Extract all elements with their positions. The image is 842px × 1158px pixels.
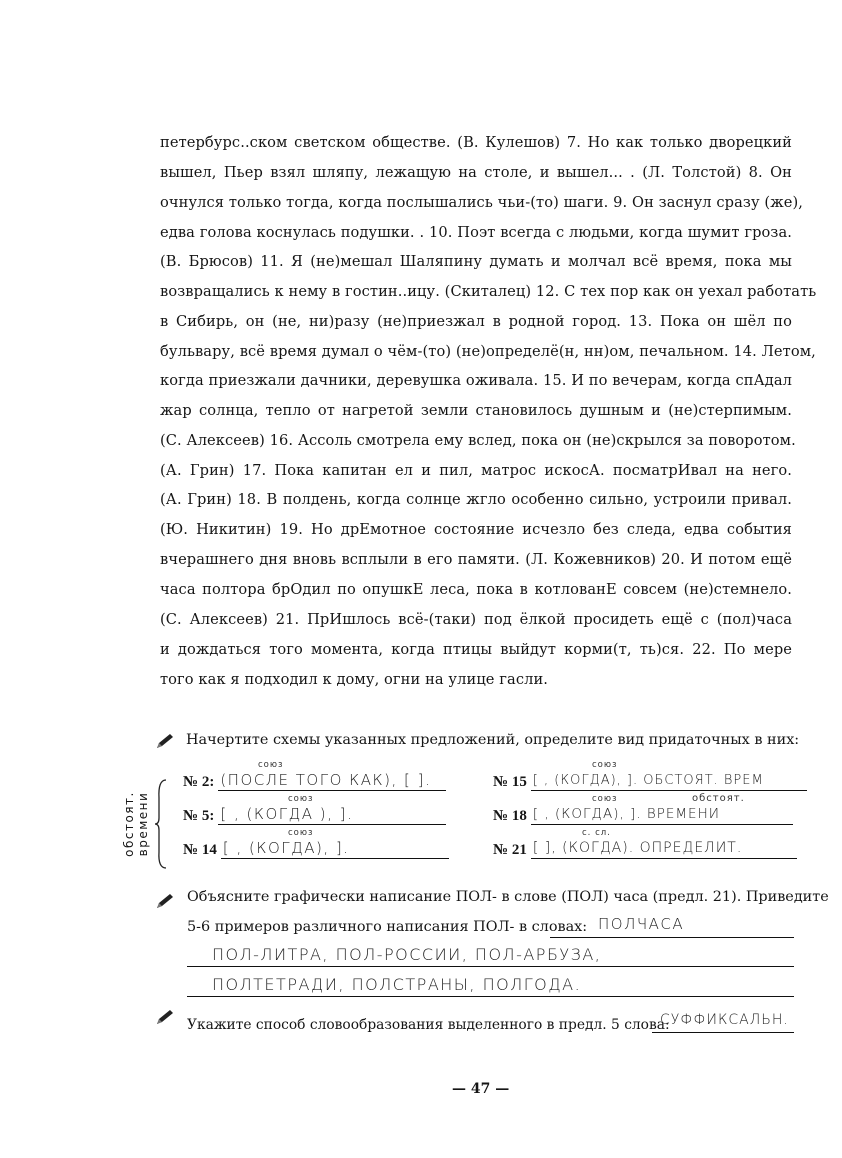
scheme-note: союз xyxy=(288,828,314,838)
task2-answer-2: ПОЛ-ЛИТРА, ПОЛ-РОССИИ, ПОЛ-АРБУЗА, xyxy=(212,945,602,964)
scheme-answer[interactable]: [ ], (КОГДА). ОПРЕДЕЛИТ. xyxy=(531,840,797,859)
scheme-answer[interactable]: (ПОСЛЕ ТОГО КАК), [ ]. xyxy=(218,772,446,791)
text-line: и дождаться того момента, когда птицы выйдут корми(т, ть)ся. 22. По мере xyxy=(160,641,792,658)
item-number: № 5: xyxy=(183,808,215,824)
task2-answer-1: ПОЛЧАСА xyxy=(598,915,685,933)
scheme-note: с. сл. xyxy=(582,828,611,838)
text-line: вчерашнего дня вновь всплыли в его памяти. (Л. Кожевников) 20. И потом ещё xyxy=(160,551,792,568)
scheme-item-2 xyxy=(183,772,446,791)
scheme-note: союз xyxy=(288,794,314,804)
scheme-answer[interactable]: [ , (КОГДА ), ]. xyxy=(218,806,446,825)
text-line: (С. Алексеев) 16. Ассоль смотрела ему вслед, пока он (не)скрылся за поворотом. xyxy=(160,432,796,449)
item-number: № 14 xyxy=(183,842,217,858)
text-line: вышел, Пьер взял шляпу, лежащую на столе, и вышел... . (Л. Толстой) 8. Он xyxy=(160,164,792,181)
task2-prompt-line1: Объясните графически написание ПОЛ- в слове (ПОЛ) часа (предл. 21). Приведите xyxy=(187,889,829,905)
page-number: — 47 — xyxy=(452,1081,510,1097)
brace-icon xyxy=(154,778,168,870)
item-number: № 21 xyxy=(493,842,527,858)
scheme-answer[interactable]: [ , (КОГДА), ]. ВРЕМЕНИ xyxy=(531,806,793,825)
text-line: едва голова коснулась подушки. . 10. Поэт всегда с людьми, когда шумит гроза. xyxy=(160,224,792,241)
scheme-note: обстоят. xyxy=(692,793,745,804)
text-line: (В. Брюсов) 11. Я (не)мешал Шаляпину думать и молчал всё время, пока мы xyxy=(160,253,792,270)
side-note-text: обстоят. времени xyxy=(122,791,150,857)
scheme-item-18 xyxy=(493,806,793,825)
scheme-answer[interactable]: [ , (КОГДА), ]. xyxy=(221,840,449,859)
item-number: № 15 xyxy=(493,774,527,790)
text-line: (А. Грин) 17. Пока капитан ел и пил, матрос искосА. посматрИвал на него. xyxy=(160,462,792,479)
task3-prompt: Укажите способ словообразования выделенного в предл. 5 слова: xyxy=(187,1017,670,1033)
item-number: № 2: xyxy=(183,774,215,790)
text-line: очнулся только тогда, когда послышались чьи-(то) шаги. 9. Он заснул сразу (же), xyxy=(160,194,803,211)
text-line: в Сибирь, он (не, ни)разу (не)приезжал в родной город. 13. Пока он шёл по xyxy=(160,313,792,330)
text-line: (А. Грин) 18. В полдень, когда солнце жгло особенно сильно, устроили привал. xyxy=(160,491,792,508)
task1-prompt: Начертите схемы указанных предложений, определите вид придаточных в них: xyxy=(186,732,800,748)
text-line: часа полтора брОдил по опушкЕ леса, пока в котлованЕ совсем (не)стемнело. xyxy=(160,581,792,598)
scheme-answer[interactable]: [ , (КОГДА), ]. ОБСТОЯТ. ВРЕМ xyxy=(531,772,807,791)
scheme-item-5 xyxy=(183,806,446,825)
text-line: бульвару, всё время думал о чём-(то) (не)определё(н, нн)ом, печальном. 14. Летом, xyxy=(160,343,816,360)
side-note xyxy=(118,770,168,870)
text-line: когда приезжали дачники, деревушка оживала. 15. И по вечерам, когда спАдал xyxy=(160,372,792,389)
text-line: (С. Алексеев) 21. ПрИшлось всё-(таки) под ёлкой просидеть ещё с (пол)часа xyxy=(160,611,792,628)
task3-answer: СУФФИКСАЛЬН. xyxy=(660,1012,789,1028)
scheme-note: союз xyxy=(592,794,618,804)
item-number: № 18 xyxy=(493,808,527,824)
scheme-item-14 xyxy=(183,840,449,859)
task2-answer-3: ПОЛТЕТРАДИ, ПОЛСТРАНЫ, ПОЛГОДА. xyxy=(212,975,582,994)
text-line: петербурс..ском светском обществе. (В. Кулешов) 7. Но как только дворецкий xyxy=(160,134,792,151)
text-line: (Ю. Никитин) 19. Но дрЕмотное состояние исчезло без следа, едва события xyxy=(160,521,792,538)
task2-prompt-line2: 5-6 примеров различного написания ПОЛ- в словах: xyxy=(187,919,588,935)
scheme-note: союз xyxy=(592,760,618,770)
text-line: возвращались к нему в гостин..ицу. (Скиталец) 12. С тех пор как он уехал работать xyxy=(160,283,817,300)
text-line: того как я подходил к дому, огни на улице гасли. xyxy=(160,671,549,688)
text-line: жар солнца, тепло от нагретой земли становилось душным и (не)стерпимым. xyxy=(160,402,792,419)
pencil-icon xyxy=(155,733,175,749)
scheme-item-21 xyxy=(493,840,797,859)
scheme-item-15 xyxy=(493,772,807,791)
pencil-icon xyxy=(155,1009,175,1025)
scheme-note: союз xyxy=(258,760,284,770)
pencil-icon xyxy=(155,893,175,909)
